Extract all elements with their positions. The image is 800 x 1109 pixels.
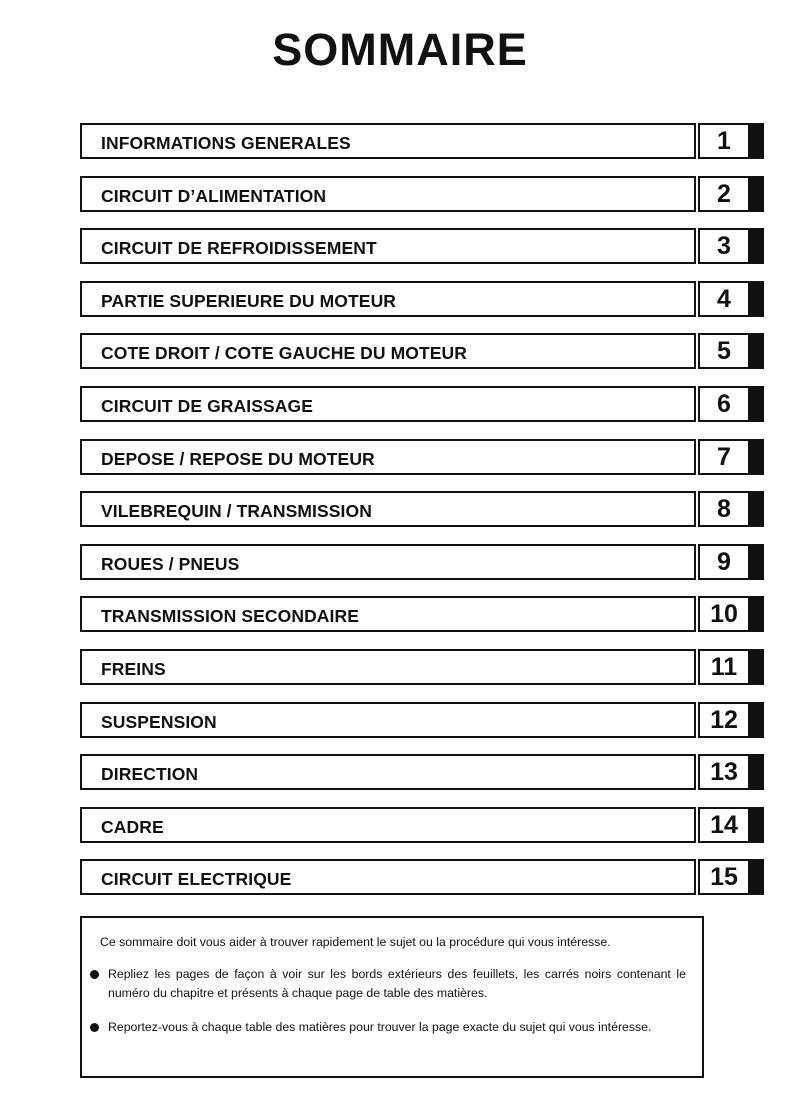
toc-row-12[interactable]: [80, 702, 764, 739]
toc-label: DEPOSE / REPOSE DU MOTEUR: [101, 448, 375, 469]
toc-number-box: [698, 281, 750, 317]
toc-row-8[interactable]: [80, 491, 764, 528]
chapter-tab-marker: [750, 439, 764, 475]
toc-label-box: [80, 439, 696, 475]
toc-label: DIRECTION: [101, 764, 199, 785]
chapter-tab-marker: [750, 491, 764, 527]
toc-number-box: [698, 491, 750, 527]
toc-label: ROUES / PNEUS: [101, 553, 240, 574]
toc-row-1[interactable]: [80, 123, 764, 160]
instructions-item-text: Repliez les pages de façon à voir sur les bords extérieurs des feuillets, les carrés noirs contenant le numéro du chapitre et présents à chaque page de table des matières.: [108, 967, 686, 1000]
toc-row-5[interactable]: [80, 333, 764, 370]
bullet-icon: [90, 1023, 99, 1032]
toc-label: CIRCUIT DE GRAISSAGE: [101, 395, 314, 416]
toc-number-box: [698, 333, 750, 369]
bullet-icon: [90, 970, 99, 979]
chapter-tab-marker: [750, 123, 764, 159]
toc-row-3[interactable]: [80, 228, 764, 265]
chapter-tab-marker: [750, 544, 764, 580]
chapter-tab-marker: [750, 596, 764, 632]
toc-number-box: [698, 807, 750, 843]
toc-row-7[interactable]: [80, 439, 764, 476]
toc-label-box: [80, 386, 696, 422]
toc-number: 15: [710, 863, 738, 892]
toc-label: PARTIE SUPERIEURE DU MOTEUR: [101, 290, 397, 311]
toc-row-11[interactable]: [80, 649, 764, 686]
toc-label-box: [80, 649, 696, 685]
toc-label: FREINS: [101, 658, 166, 679]
chapter-tab-marker: [750, 807, 764, 843]
toc-label: VILEBREQUIN / TRANSMISSION: [101, 501, 372, 522]
toc-number: 6: [717, 389, 731, 418]
toc-number-box: [698, 176, 750, 212]
toc-label-box: [80, 859, 696, 895]
toc-row-13[interactable]: [80, 754, 764, 791]
toc-number: 10: [710, 600, 738, 629]
toc-label-box: [80, 333, 696, 369]
toc-label-box: [80, 702, 696, 738]
chapter-tab-marker: [750, 702, 764, 738]
toc-number-box: [698, 544, 750, 580]
toc-number-box: [698, 702, 750, 738]
toc-row-2[interactable]: [80, 176, 764, 213]
toc-label-box: [80, 281, 696, 317]
toc-label: TRANSMISSION SECONDAIRE: [101, 606, 360, 627]
toc-label: CIRCUIT DE REFROIDISSEMENT: [101, 238, 377, 259]
chapter-tab-marker: [750, 228, 764, 264]
instructions-item: [90, 965, 686, 1003]
toc-number: 4: [717, 284, 731, 313]
chapter-tab-marker: [750, 386, 764, 422]
instructions-box: [80, 916, 704, 1078]
chapter-tab-marker: [750, 281, 764, 317]
page-title: SOMMAIRE: [272, 24, 528, 75]
toc-number-box: [698, 649, 750, 685]
toc-label: CADRE: [101, 816, 164, 837]
toc-label: CIRCUIT D’ALIMENTATION: [101, 185, 327, 206]
instructions-item-text: Reportez-vous à chaque table des matières pour trouver la page exacte du sujet qui vous intéresse.: [108, 1020, 652, 1034]
toc-number-box: [698, 123, 750, 159]
chapter-tab-marker: [750, 649, 764, 685]
toc-number-box: [698, 439, 750, 475]
toc-label: INFORMATIONS GENERALES: [101, 133, 351, 153]
toc-number: 8: [717, 495, 731, 524]
chapter-tab-marker: [750, 859, 764, 895]
toc-label-box: [80, 123, 696, 159]
toc-number: 2: [717, 179, 731, 208]
toc-row-4[interactable]: [80, 281, 764, 318]
toc-label-box: [80, 754, 696, 790]
toc-number: 7: [717, 442, 731, 471]
chapter-tab-marker: [750, 176, 764, 212]
toc-number: 9: [717, 547, 731, 576]
toc-row-15[interactable]: [80, 859, 764, 896]
toc-number-box: [698, 754, 750, 790]
toc-number: 1: [717, 127, 731, 155]
instructions-item: [90, 1018, 686, 1037]
toc-label-box: [80, 176, 696, 212]
toc-number: 14: [710, 810, 738, 839]
chapter-tab-marker: [750, 333, 764, 369]
toc-row-14[interactable]: [80, 807, 764, 844]
toc-number: 3: [717, 232, 731, 261]
toc-label-box: [80, 807, 696, 843]
toc-label-box: [80, 228, 696, 264]
toc-label-box: [80, 544, 696, 580]
toc-number: 12: [710, 705, 738, 734]
toc-number-box: [698, 859, 750, 895]
chapter-tab-marker: [750, 754, 764, 790]
toc-row-6[interactable]: [80, 386, 764, 423]
toc-label-box: [80, 491, 696, 527]
toc-label: CIRCUIT ELECTRIQUE: [101, 869, 292, 890]
toc-label-box: [80, 596, 696, 632]
toc-number-box: [698, 596, 750, 632]
toc-number-box: [698, 228, 750, 264]
instructions-intro: Ce sommaire doit vous aider à trouver rapidement le sujet ou la procédure qui vous intéresse.: [100, 935, 611, 949]
toc-number: 13: [710, 758, 738, 787]
toc-number: 11: [710, 652, 738, 681]
table-of-contents: [80, 123, 764, 912]
toc-number-box: [698, 386, 750, 422]
toc-row-9[interactable]: [80, 544, 764, 581]
toc-row-10[interactable]: [80, 596, 764, 633]
toc-label: COTE DROIT / COTE GAUCHE DU MOTEUR: [101, 343, 468, 364]
toc-label: SUSPENSION: [101, 711, 217, 732]
toc-number: 5: [717, 337, 731, 366]
